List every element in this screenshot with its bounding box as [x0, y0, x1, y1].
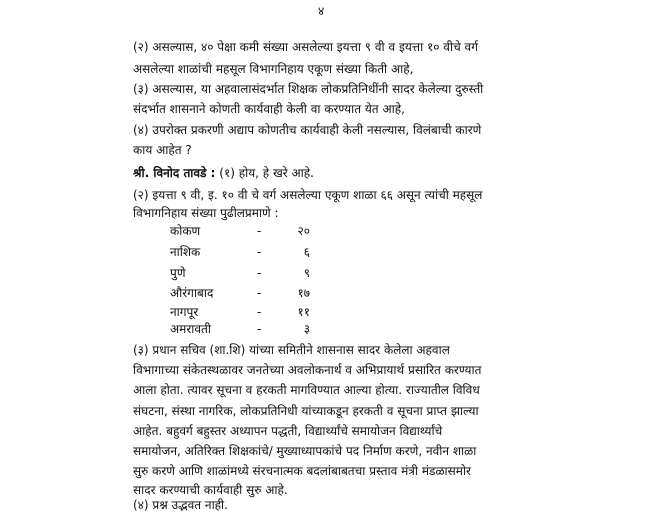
question-3-line-1: (३) असल्यास, या अहवालासंदर्भात शिक्षक लोकप्रतिनिधींनी सादर केलेल्या दुरुस्ती [133, 82, 484, 96]
question-4-line-2: काय आहेत ? [133, 143, 192, 157]
answer-4: (४) प्रश्न उद्भवत नाही. [133, 498, 228, 512]
table-count: २० [297, 224, 310, 238]
answer-3-line: विभागाच्या संकेतस्थळावर जनतेच्या अवलोकनार्थ व अभिप्रायार्थ प्रसारित करण्यात [133, 363, 482, 377]
answer-3-line: सादर करण्याची कार्यवाही सुरु आहे. [133, 483, 288, 497]
table-separator: - [257, 322, 262, 336]
table-region: नागपूर [170, 305, 199, 319]
minister-name: श्री. विनोद तावडे : [133, 166, 216, 180]
answer-1: (१) होय, हे खरे आहे. [219, 166, 314, 180]
answer-3-line: समायोजन, अतिरिक्त शिक्षकांचे/ मुख्याध्यापकांचे पद निर्माण करणे, नवीन शाळा [133, 444, 477, 458]
table-row [170, 321, 310, 338]
page-number: ४ [318, 4, 325, 18]
question-3-line-2: संदर्भात शासनाने कोणती कार्यवाही केली वा करण्यात येत आहे, [133, 102, 405, 116]
table-count: ११ [297, 305, 310, 319]
table-region: औरंगाबाद [170, 286, 214, 300]
question-4-line-1: (४) उपरोक्त प्रकरणी अद्याप कोणतीच कार्यवाही केली नसल्यास, विलंबाची कारणे [133, 123, 482, 137]
table-separator: - [257, 286, 262, 300]
table-region: नाशिक [170, 245, 201, 259]
answer-3-line: (३) प्रधान सचिव (शा.शि) यांच्या समितीने शासनास सादर केलेला अहवाल [133, 343, 450, 357]
table-separator: - [257, 245, 262, 259]
table-count: ३ [303, 322, 310, 336]
table-row [170, 265, 310, 282]
table-row [170, 244, 310, 261]
answer-3-line: सुरु करणे आणि शाळांमध्ये संरचनात्मक बदलांबाबतचा प्रस्ताव मंत्री मंडळासमोर [133, 464, 471, 478]
table-separator: - [257, 305, 262, 319]
answer-3-line: आला होता. त्यावर सूचना व हरकती मागविण्यात आल्या होत्या. राज्यातील विविध [133, 383, 480, 397]
table-region: पुणे [170, 266, 186, 280]
answer-3-line: संघटना, संस्था नागरिक, लोकप्रतिनिधी यांच्याकडून हरकती व सूचना प्राप्त झाल्या [133, 404, 479, 418]
answer-2-line-1: (२) इयत्ता ९ वी, इ. १० वी चे वर्ग असलेल्या एकूण शाळा ६६ असून त्यांची महसूल [133, 188, 483, 202]
question-2-line-1: (२) असल्यास, ४० पेक्षा कमी संख्या असलेल्या इयत्ता ९ वी व इयत्ता १० वीचे वर्ग [133, 40, 478, 54]
answer-1-line [133, 165, 533, 182]
answer-2-line-2: विभागनिहाय संख्या पुढीलप्रमाणे : [133, 206, 279, 220]
table-separator: - [257, 224, 262, 238]
question-2-line-2: असलेल्या शाळांची महसूल विभागनिहाय एकूण संख्या किती आहे, [133, 62, 414, 76]
table-row [170, 223, 310, 240]
table-row [170, 285, 310, 302]
table-count: १७ [297, 286, 310, 300]
table-count: ६ [303, 245, 310, 259]
table-region: अमरावती [170, 322, 211, 336]
table-count: ९ [303, 266, 310, 280]
table-separator: - [257, 266, 262, 280]
answer-3-line: आहेत. बहुवर्ग बहुस्तर अध्यापन पद्धती, विद्यार्थ्यांचे समायोजन विद्यार्थ्यांचे [133, 424, 443, 438]
table-region: कोकण [170, 224, 201, 238]
table-row [170, 304, 310, 321]
